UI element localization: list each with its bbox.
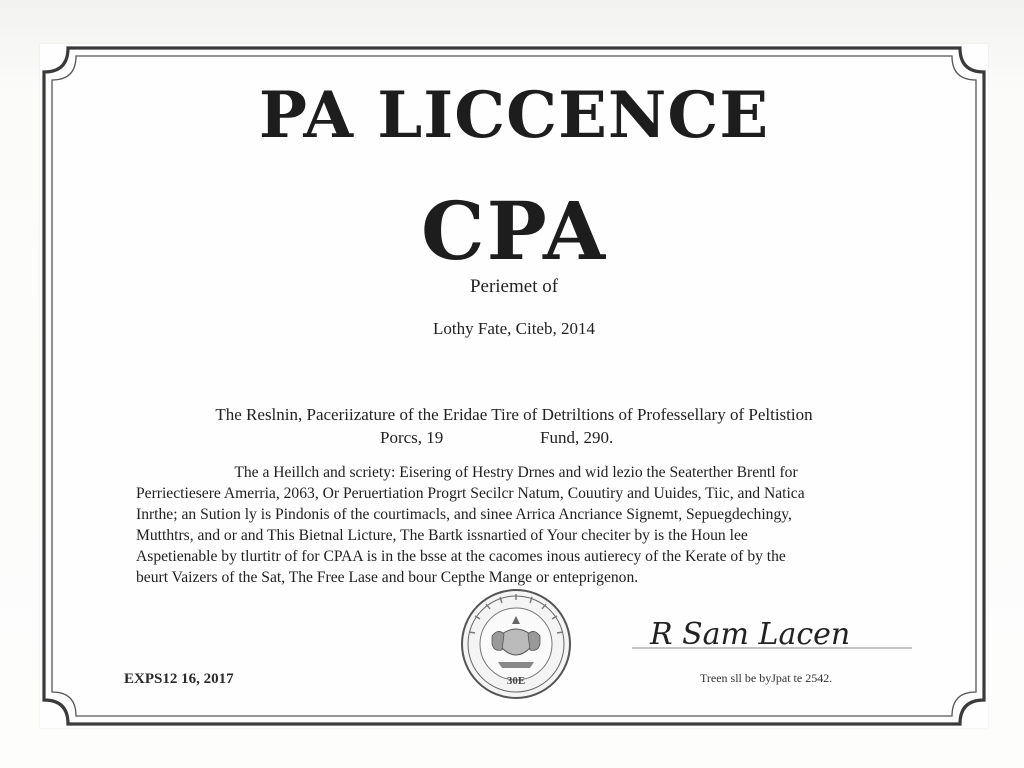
certificate bbox=[40, 44, 988, 728]
body-line: beurt Vaizers of the Sat, The Free Lase and bour Cepthe Mange or enteprigenon. bbox=[136, 569, 639, 586]
resolution-line: The Reslnin, Paceriizature of the Eridae Tire of Detriltions of Professellary of Peltistion bbox=[215, 405, 813, 424]
resolution-sub-left: Porcs, 19 bbox=[380, 428, 444, 447]
signature-text: R Sam Lacen bbox=[650, 617, 851, 652]
certificate-subtitle: CPA bbox=[420, 184, 608, 278]
body-line: Perriectiesere Amerria, 2063, Or Peruertiation Progrt Secilcr Natum, Couutiry and Uuides, Tiic, and Natica bbox=[136, 485, 805, 502]
signature-note: Treen sll be byJpat te 2542. bbox=[700, 671, 833, 685]
seal-center-text: 30E bbox=[506, 675, 526, 687]
certificate-body bbox=[136, 462, 896, 588]
body-line: Mutthtrs, and or and This Bietnal Licture, The Bartk issnartied of Your checiter by is the Houn lee bbox=[136, 527, 748, 544]
certificate-title: PA LICCENCE bbox=[258, 78, 770, 153]
resolution-subline bbox=[40, 428, 988, 450]
body-line: Inrthe; an Sution ly is Pindonis of the courtimacls, and sinee Arrica Ancriance Signemt, Sepuegdechingy, bbox=[136, 506, 792, 523]
presented-line: Periemet of bbox=[469, 276, 559, 297]
official-seal-icon bbox=[458, 586, 574, 702]
resolution-sub-right: Fund, 290. bbox=[540, 428, 614, 447]
signature bbox=[632, 604, 922, 664]
expiry-date: EXPS12 16, 2017 bbox=[124, 671, 234, 687]
body-line: The a Heillch and scriety: Eisering of Hestry Drnes and wid lezio the Seaterther Brentl for bbox=[234, 464, 798, 481]
body-line: Aspetienable by tlurtitr of for CPAA is in the bsse at the cacomes inous autierecy of the Kerate of by the bbox=[136, 548, 786, 565]
recipient-line: Lothy Fate, Citeb, 2014 bbox=[433, 319, 595, 338]
